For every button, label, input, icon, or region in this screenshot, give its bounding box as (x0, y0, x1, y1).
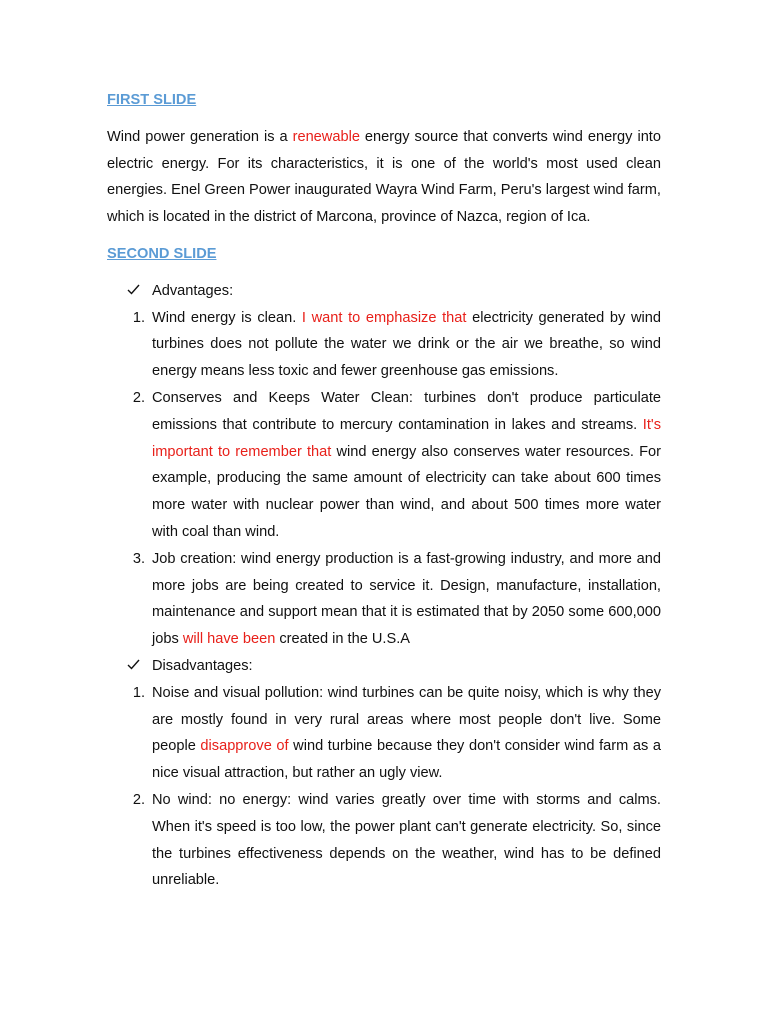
advantages-label: Advantages: (152, 282, 234, 299)
highlighted-text: renewable (292, 128, 360, 145)
list-item (107, 787, 661, 894)
item-text: wind energy also conserves water resources. For example, producing the same amount of electricity can take about 600 times more water with nuclear power than wind, and about 500 times more water with coal than wind. (152, 443, 662, 540)
list-item (107, 680, 661, 787)
second-slide-heading[interactable]: SECOND SLIDE (107, 245, 217, 262)
item-text: Wind energy is clean. (152, 309, 302, 326)
list-item (107, 546, 661, 653)
item-text: Noise and visual pollution: wind turbines can be quite noisy, which is why they are mostly found in very rural areas where most people don't live. Some people (152, 684, 661, 755)
paragraph-text: Wind power generation is a (107, 128, 293, 145)
disadvantages-bullet (107, 653, 661, 680)
checkmark-icon (127, 653, 143, 680)
list-number: 2. (132, 389, 145, 406)
first-slide-paragraph (107, 124, 661, 231)
first-slide-heading[interactable]: FIRST SLIDE (107, 92, 197, 108)
list-number: 3. (132, 550, 145, 567)
item-text: electricity generated by wind turbines does not pollute the water we drink or the air we breathe, so wind energy means less toxic and fewer greenhouse gas emissions. (152, 309, 661, 380)
highlighted-text: I want to emphasize that (301, 309, 467, 326)
advantages-bullet (107, 278, 661, 305)
item-text: Conserves and Keeps Water Clean: turbines don't produce particulate emissions that contribute to mercury contamination in lakes and streams. (152, 389, 661, 433)
item-text: created in the U.S.A (275, 631, 410, 648)
advantages-disadvantages-list (107, 278, 661, 894)
disadvantages-label: Disadvantages: (152, 657, 253, 674)
list-item (107, 385, 661, 546)
checkmark-icon (127, 278, 143, 305)
list-number: 1. (132, 309, 145, 326)
highlighted-text: will have been (182, 631, 276, 648)
item-text: Job creation: wind energy production is a fast-growing industry, and more and more jobs are being created to service it. Design, manufacture, installation, maintenance and support mean that it is estimated that by 2050 some 600,000 jobs (152, 550, 661, 648)
item-text: wind turbine because they don't consider wind farm as a nice visual attraction, but rather an ugly view. (152, 738, 661, 782)
list-item (107, 305, 661, 385)
list-number: 1. (132, 684, 145, 701)
item-text: No wind: no energy: wind varies greatly over time with storms and calms. When it's speed is too low, the power plant can't generate electricity. So, since the turbines effectiveness depends on the weather, wind has to be defined unreliable. (152, 791, 661, 889)
list-number: 2. (132, 791, 145, 808)
highlighted-text: It's important to remember that (152, 416, 661, 460)
document-page (107, 87, 661, 894)
paragraph-text: energy source that converts wind energy into electric energy. For its characteristics, it is one of the world's most used clean energies. Enel Green Power inaugurated Wayra Wind Farm, Peru's largest wind farm, which is located in the district of Marcona, province of Nazca, region of Ica. (107, 128, 661, 226)
highlighted-text: disapprove of (200, 738, 289, 755)
